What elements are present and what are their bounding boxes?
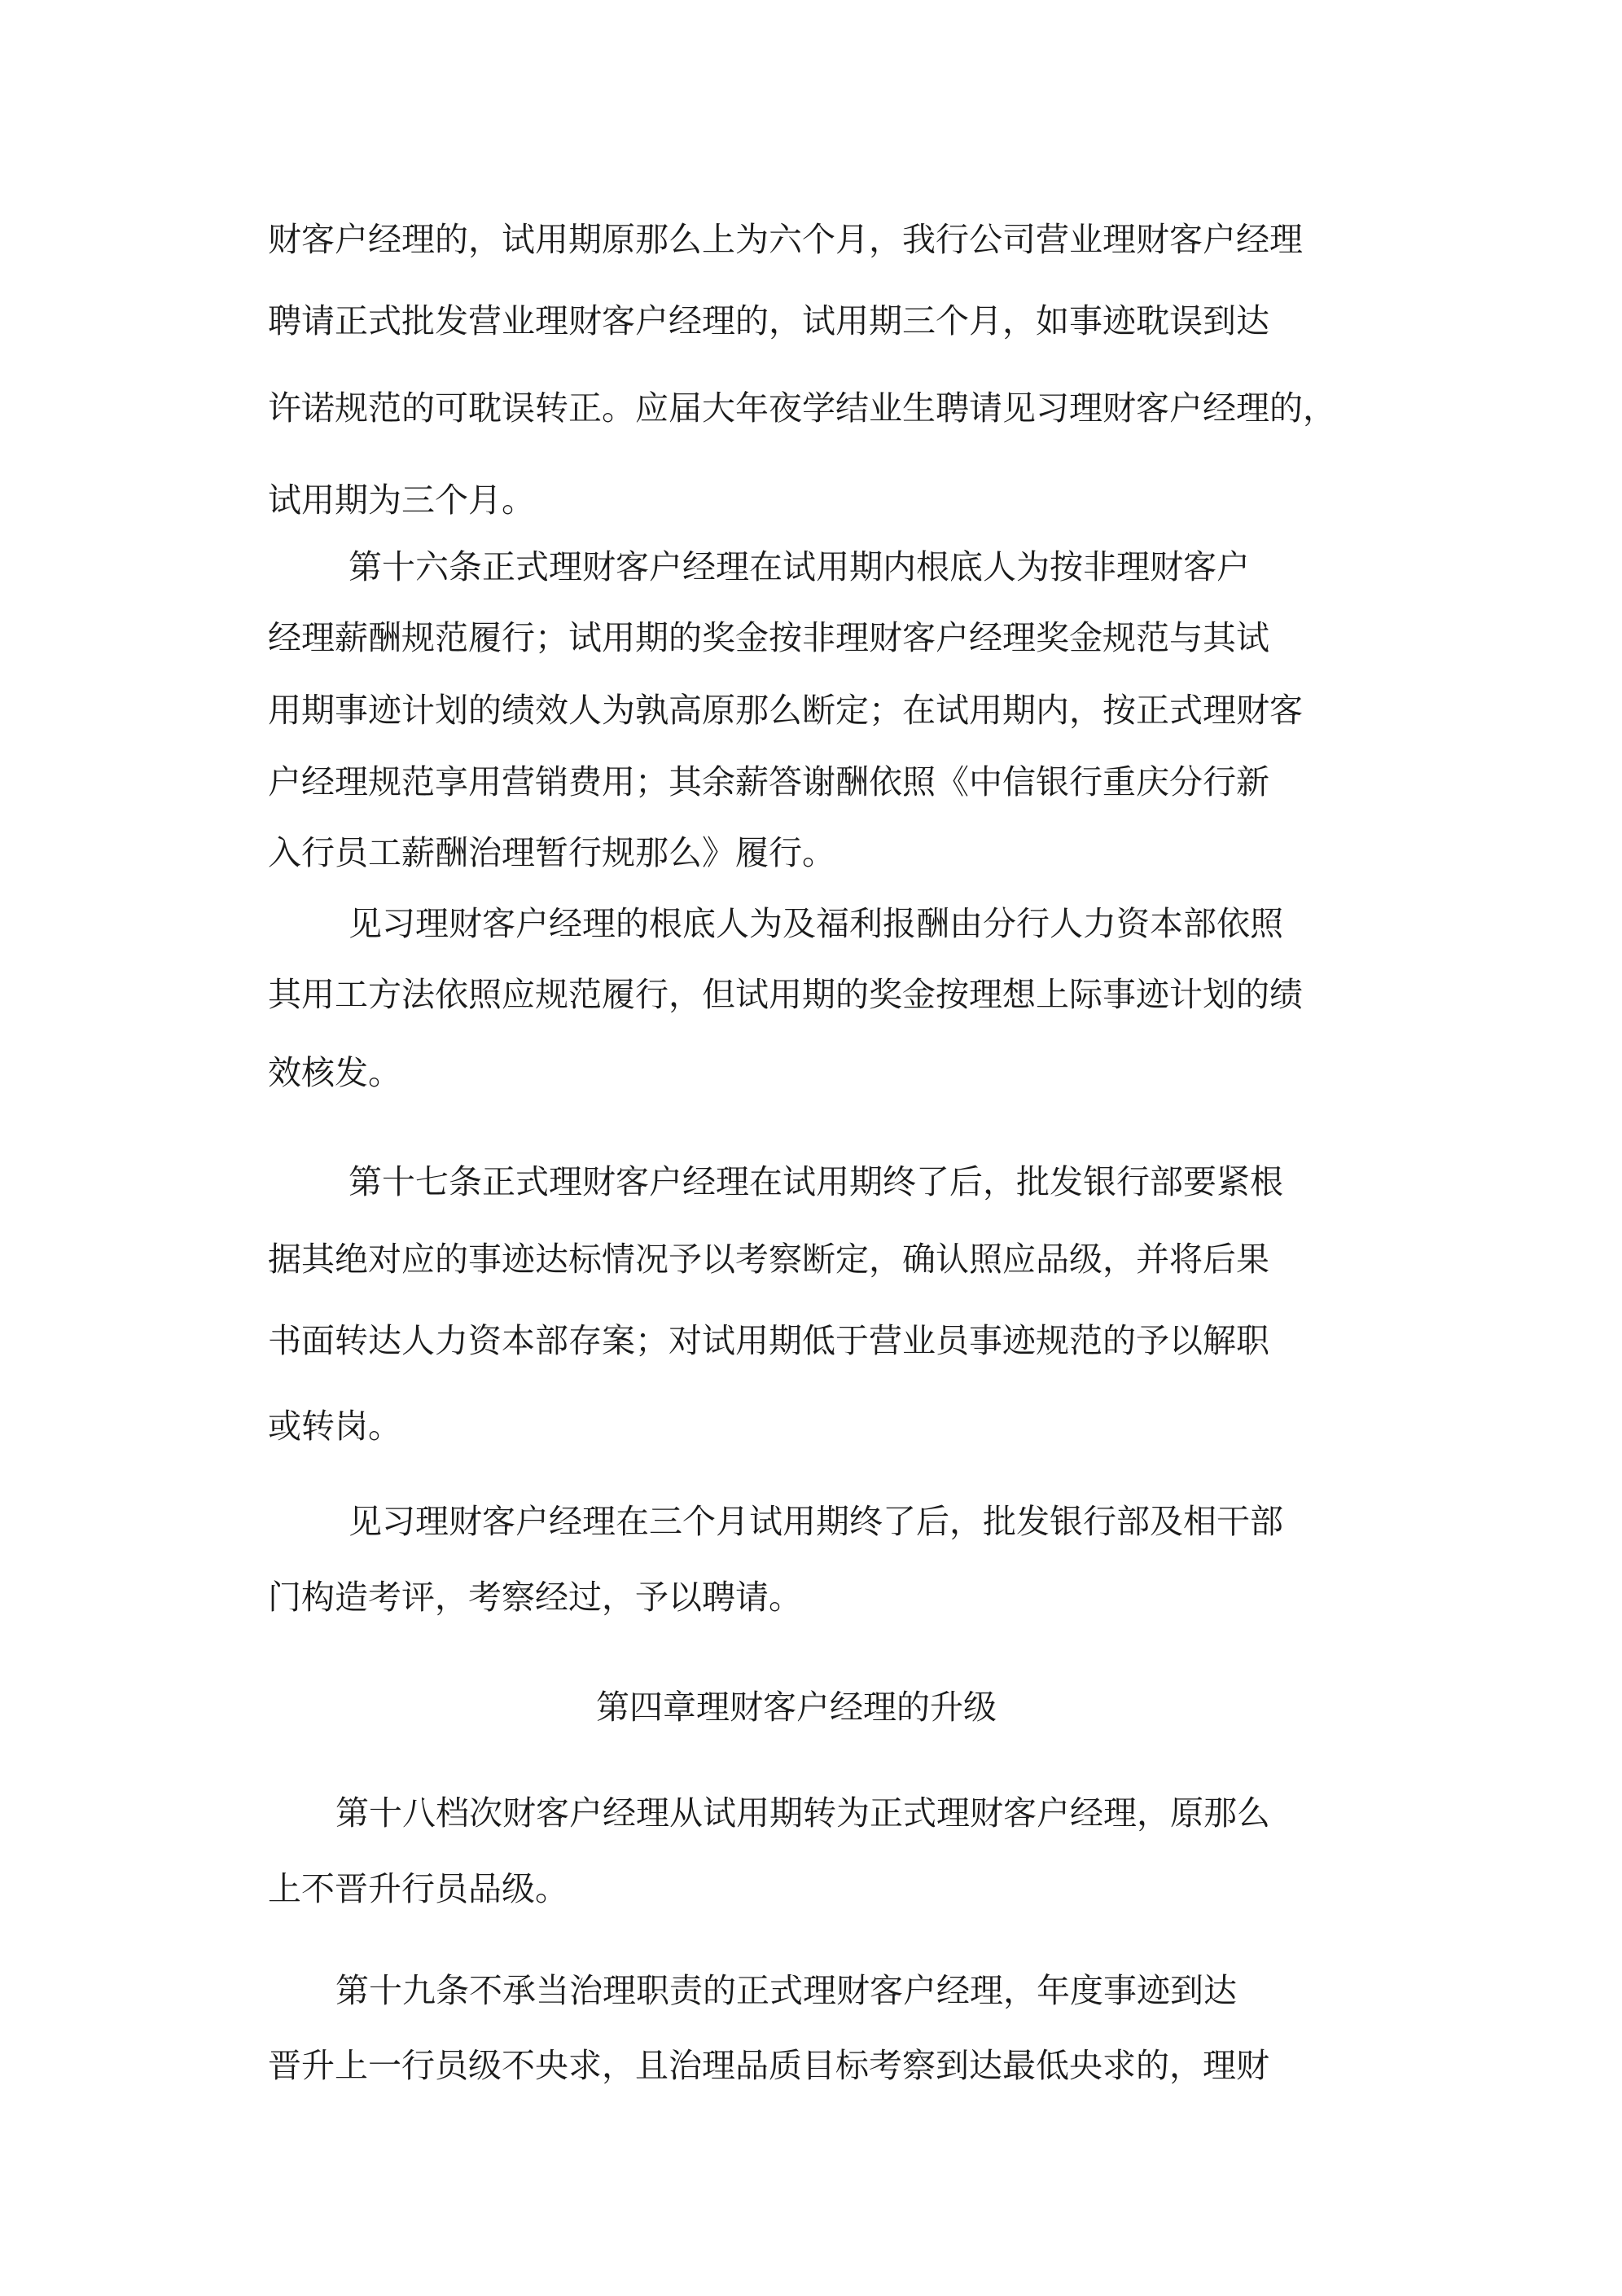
trainee-pay-line-2: 其用工方法依照应规范履行，但试用期的奖金按理想上际事迹计划的绩 xyxy=(268,975,1303,1014)
article-17-line-4: 或转岗。 xyxy=(268,1407,401,1446)
body-line-2: 聘请正式批发营业理财客户经理的，试用期三个月，如事迹耽误到达 xyxy=(268,301,1269,340)
article-18-line-1: 第十八档次财客户经理从试用期转为正式理财客户经理，原那么 xyxy=(335,1793,1270,1833)
article-17-line-3: 书面转达人力资本部存案；对试用期低于营业员事迹规范的予以解职 xyxy=(268,1321,1269,1360)
trainee-review-line-1: 见习理财客户经理在三个月试用期终了后，批发银行部及相干部 xyxy=(349,1502,1283,1541)
article-19-line-1: 第十九条不承当治理职责的正式理财客户经理，年度事迹到达 xyxy=(335,1971,1237,2010)
article-16-line-1: 第十六条正式理财客户经理在试用期内根底人为按非理财客户 xyxy=(349,547,1250,586)
article-17-line-2: 据其绝对应的事迹达标情况予以考察断定，确认照应品级，并将后果 xyxy=(268,1240,1269,1279)
body-line-3: 许诺规范的可耽误转正。应届大年夜学结业生聘请见习理财客户经理的， xyxy=(268,389,1336,428)
trainee-pay-line-1: 见习理财客户经理的根底人为及福利报酬由分行人力资本部依照 xyxy=(349,904,1283,943)
article-16-line-2: 经理薪酬规范履行；试用期的奖金按非理财客户经理奖金规范与其试 xyxy=(268,618,1269,657)
trainee-review-line-2: 门构造考评，考察经过，予以聘请。 xyxy=(268,1578,802,1617)
article-16-line-3: 用期事迹计划的绩效人为孰高原那么断定；在试用期内，按正式理财客 xyxy=(268,691,1303,730)
chapter-heading: 第四章理财客户经理的升级 xyxy=(596,1688,997,1727)
article-16-line-5: 入行员工薪酬治理暂行规那么》履行。 xyxy=(268,833,835,872)
body-line-4: 试用期为三个月。 xyxy=(268,481,535,520)
body-line-1: 财客户经理的，试用期原那么上为六个月，我行公司营业理财客户经理 xyxy=(268,220,1303,259)
trainee-pay-line-3: 效核发。 xyxy=(268,1053,401,1092)
article-16-line-4: 户经理规范享用营销费用；其余薪答谢酬依照《中信银行重庆分行新 xyxy=(268,762,1269,801)
article-17-line-1: 第十七条正式理财客户经理在试用期终了后，批发银行部要紧根 xyxy=(349,1162,1283,1201)
article-19-line-2: 晋升上一行员级不央求，且治理品质目标考察到达最低央求的，理财 xyxy=(268,2046,1269,2085)
article-18-line-2: 上不晋升行员品级。 xyxy=(268,1869,568,1908)
